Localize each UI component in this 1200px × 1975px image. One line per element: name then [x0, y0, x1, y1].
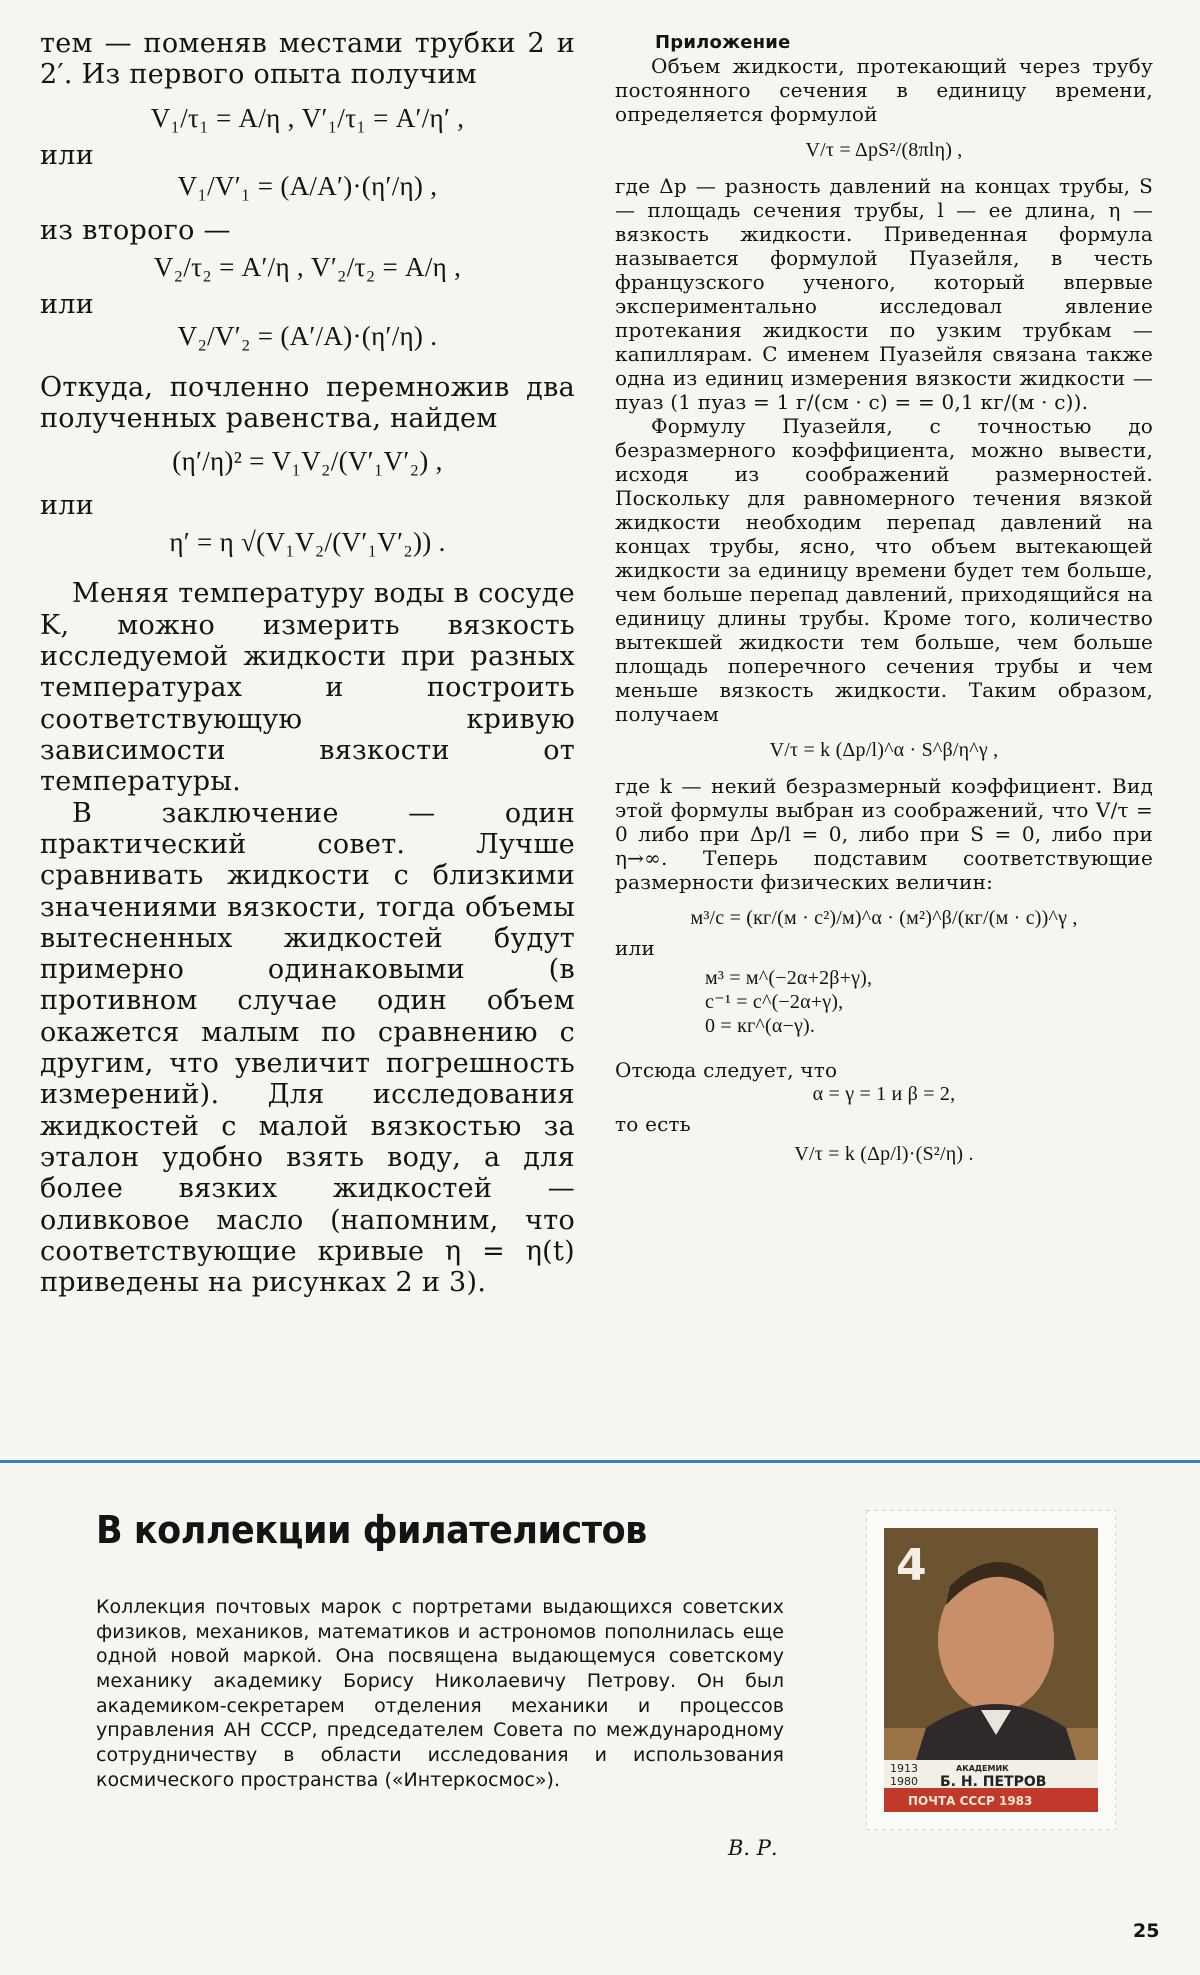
formula-system-line-3: 0 = кг^(α−γ). — [705, 1014, 816, 1037]
stamp-value: 4 — [896, 1540, 927, 1591]
paragraph-derivation: Формулу Пуазейля, с точностью до безразмерного коэффициента, можно вывести, исходя из соображений размерностей. Поскольку для равномерного течения вязкой жидкости необходим перепад давлений на концах трубы, ясно, что объем вытекающей жидкости за единицу времени будет тем больше, чем больше перепад давлений, приходящийся на единицу длины трубы. Кроме того, количество вытекшей жидкости тем больше, чем больше площадь поперечного сечения трубы и чем меньше вязкость жидкости. Таким образом, получаем — [615, 413, 1153, 726]
formula-system-line-1: м³ = м^(−2α+2β+γ), — [705, 966, 873, 989]
right-column — [615, 32, 1153, 1166]
section-body: Коллекция почтовых марок с портретами выдающихся советских физиков, механиков, математиков и астрономов пополнилась еще одной новой маркой. Она посвящена выдающемуся советскому механику академику Борису Николаевичу Петрову. Он был академиком-секретарем отделения механики и процессов управления АН СССР, председателем Совета по международному сотрудничеству в области исследования и использования космического пространства («Интеркосмос»). — [96, 1596, 784, 1791]
section-divider — [0, 1460, 1200, 1463]
formula-5: (η′/η)² = V₁V₂/(V′₁V′₂) , — [172, 446, 443, 477]
paragraph-intro: тем — поменяв местами трубки 2 и 2′. Из первого опыта получим — [40, 28, 575, 91]
formula-final: V/τ = k (Δp/l)·(S²/η) . — [794, 1142, 974, 1165]
word-or: или — [40, 489, 95, 521]
author-signature: В. Р. — [728, 1836, 778, 1860]
section-title: В коллекции филателистов — [96, 1508, 647, 1552]
paragraph-follows: Отсюда следует, что — [615, 1057, 838, 1082]
word-or: или — [40, 289, 95, 321]
formula-3: V₂/τ₂ = A′/η , V′₂/τ₂ = A/η , — [153, 251, 462, 282]
formula-1: V₁/τ₁ = A/η , V′₁/τ₁ = A′/η′ , — [150, 102, 465, 133]
formula-system-line-2: с⁻¹ = с^(−2α+γ), — [705, 990, 844, 1013]
formula-2: V₁/V′₁ = (A/A′)·(η′/η) , — [177, 171, 438, 202]
stamp-title: АКАДЕМИК — [956, 1764, 1009, 1773]
stamp-year-top: 1913 — [890, 1762, 918, 1775]
formula-4: V₂/V′₂ = (A′/A)·(η′/η) . — [177, 320, 438, 351]
paragraph-second: из второго — — [40, 214, 231, 246]
paragraph-coefficient: где k — некий безразмерный коэффициент. Вид этой формулы выбран из соображений, что V/τ = 0 либо при Δp/l = 0, либо при S = 0, либо при η→∞. Теперь подставим соответствующие размерности физических величин: — [615, 773, 1153, 894]
stamp-year-bottom: 1980 — [890, 1775, 918, 1788]
formula-exponents: α = γ = 1 и β = 2, — [812, 1082, 956, 1105]
paragraph-that-is: то есть — [615, 1111, 691, 1136]
paragraph-temperature: Меняя температуру воды в сосуде K, можно измерить вязкость исследуемой жидкости при разных температурах и построить соответствующую кривую зависимости вязкости от температуры. — [40, 578, 575, 798]
word-or: или — [40, 139, 95, 171]
word-or: или — [615, 935, 655, 960]
stamp-footer: ПОЧТА СССР 1983 — [908, 1794, 1033, 1808]
appendix-heading: Приложение — [655, 32, 791, 53]
paragraph-advice: В заключение — один практический совет. Лучше сравнивать жидкости с близкими значениями вязкости, тогда объемы вытесненных жидкостей будут примерно одинаковыми (в противном случае один объем окажется малым по сравнению с другим, что увеличит погрешность измерений). Для исследования жидкостей с малой вязкостью за эталон удобно взять воду, а для более вязких жидкостей — оливковое масло (напомним, что соответствующие кривые η = η(t) приведены на рисунках 2 и 3). — [40, 797, 575, 1299]
formula-system — [705, 966, 1153, 1038]
stamp-name: Б. Н. ПЕТРОВ — [940, 1774, 1047, 1790]
postage-stamp-image — [866, 1510, 1116, 1830]
paragraph-multiply: Откуда, почленно перемножив два полученных равенства, найдем — [40, 371, 575, 435]
page-number: 25 — [1133, 1920, 1160, 1942]
paragraph-volume: Объем жидкости, протекающий через трубу постоянного сечения в единицу времени, определяется формулой — [615, 53, 1153, 126]
formula-poiseuille: V/τ = ΔpS²/(8πlη) , — [805, 138, 963, 161]
stamp-artwork — [866, 1510, 1116, 1830]
formula-6: η′ = η √(V₁V₂/(V′₁V′₂)) . — [169, 527, 446, 558]
formula-general: V/τ = k (Δp/l)^α · S^β/η^γ , — [769, 738, 999, 761]
paragraph-definitions: где Δp — разность давлений на концах трубы, S — площадь сечения трубы, l — ее длина, η — вязкость жидкости. Приведенная формула называется формулой Пуазейля, в честь французского ученого, который впервые экспериментально исследовал явление протекания жидкости по узким трубкам — капиллярам. С именем Пуазейля связана также одна из единиц измерения вязкости жидкости — пуаз (1 пуаз = 1 г/(см · с) = = 0,1 кг/(м · с)). — [615, 173, 1153, 414]
left-column — [40, 28, 575, 1299]
formula-dimensions: м³/с = (кг/(м · с²)/м)^α · (м²)^β/(кг/(м · с))^γ , — [690, 906, 1078, 929]
